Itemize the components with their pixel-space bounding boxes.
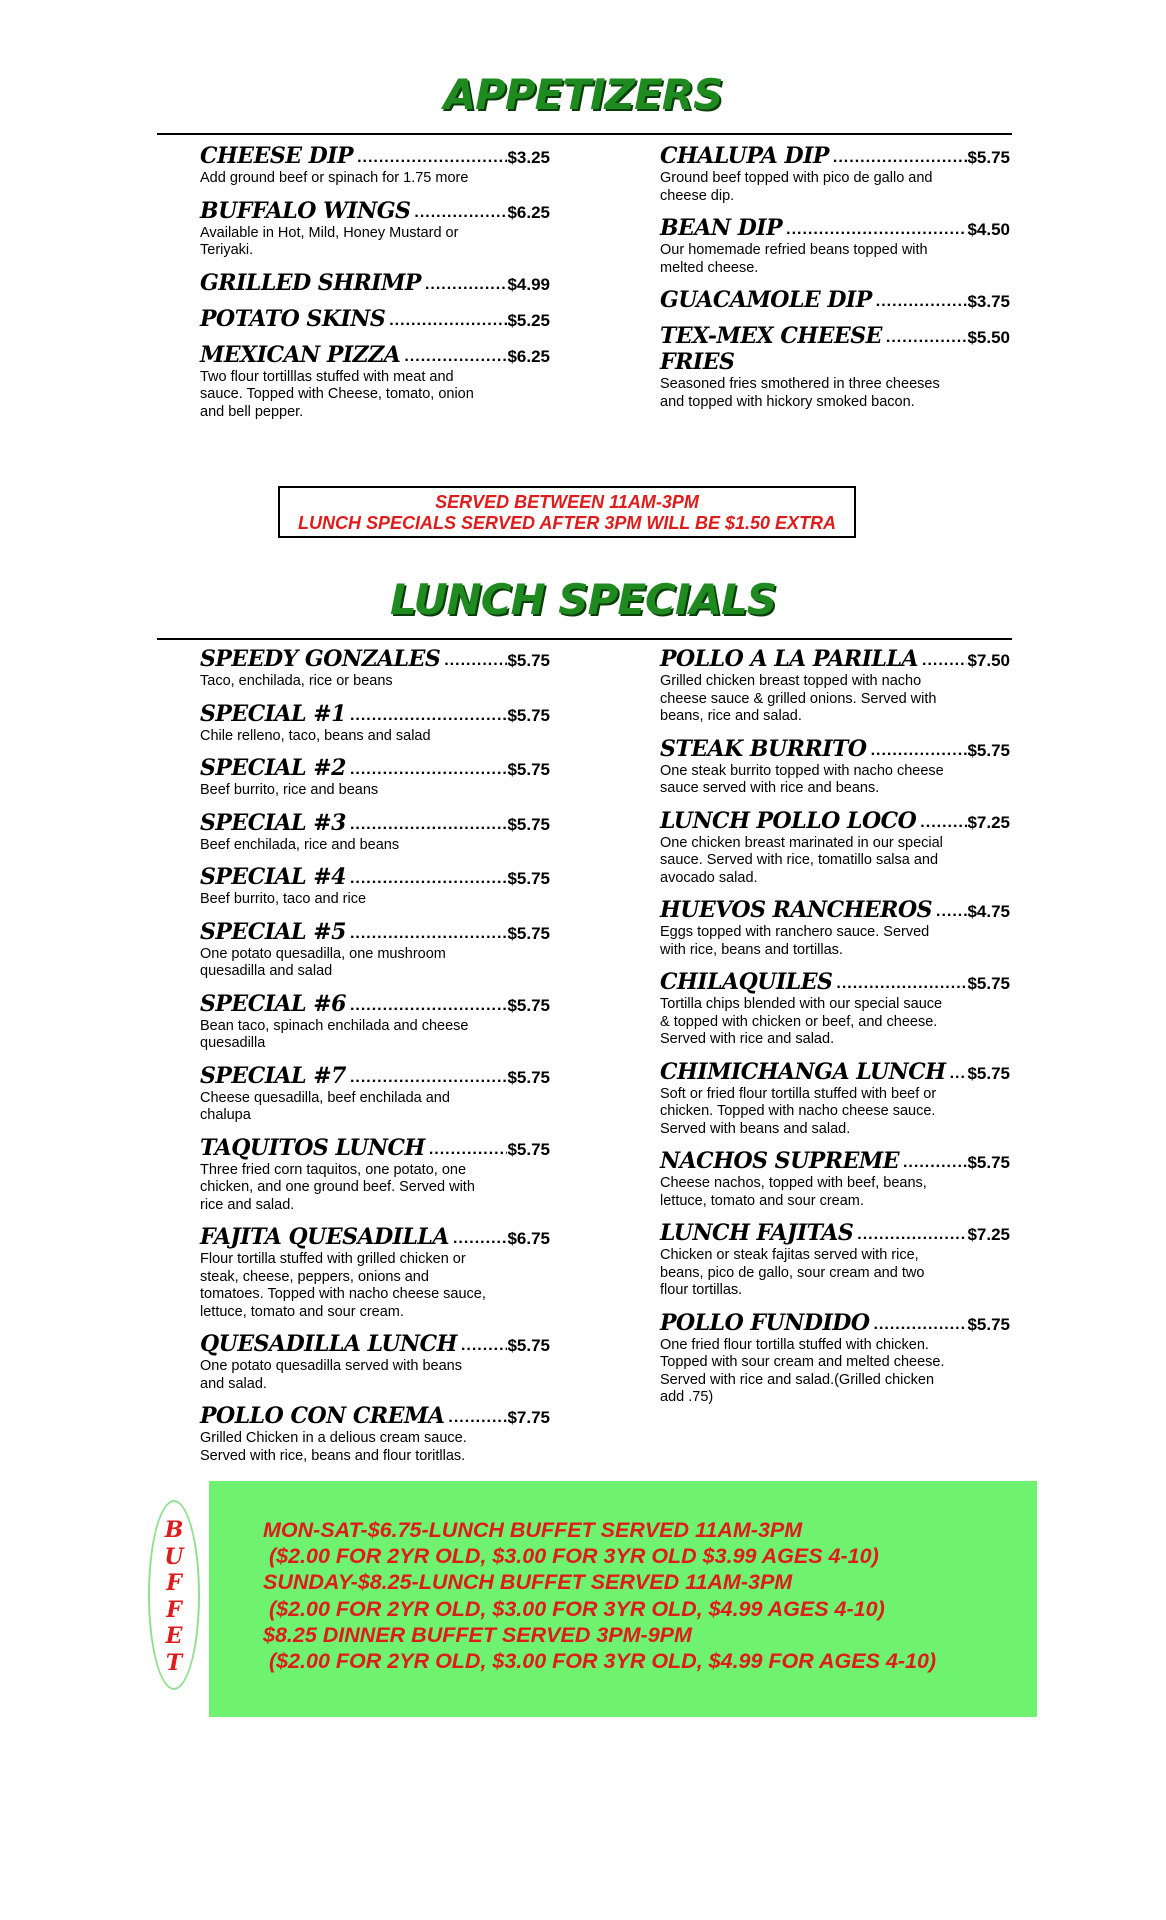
menu-item-header [200,143,550,169]
menu-item-description: Taco, enchilada, rice or beans [200,673,393,689]
dot-leader [346,923,508,945]
dot-leader [782,219,967,241]
menu-item-description: One fried flour tortilla stuffed with chicken. Topped with sour cream and melted cheese. Served with rice and salad.(Grilled chicken add .75) [660,1336,945,1405]
menu-item [660,736,1010,798]
menu-item-description: One potato quesadilla, one mushroom quesadilla and salad [200,945,446,979]
menu-item-name: MEXICAN PIZZA [200,341,401,368]
dot-leader [346,705,508,727]
menu-item-header [660,969,1010,995]
menu-item [660,646,1010,726]
menu-item [660,1059,1010,1139]
dot-leader [882,327,968,349]
menu-item-price: $5.75 [967,974,1010,993]
menu-item-header [200,1063,550,1089]
menu-item-name: CHALUPA DIP [660,143,829,169]
menu-item-price: $5.75 [967,740,1010,760]
menu-item-description: Cheese quesadilla, beef enchilada and chalupa [200,1089,450,1123]
menu-item [200,810,550,855]
menu-item-name: FAJITA QUESADILLA [200,1224,449,1250]
menu-item-description: Available in Hot, Mild, Honey Mustard or Teriyaki. [200,224,459,258]
appetizers-divider [157,133,1012,135]
menu-item [200,864,550,909]
menu-item-price: $5.75 [507,923,550,943]
menu-item [200,270,550,296]
menu-item-price: $3.75 [967,292,1010,311]
menu-item-description: One chicken breast marinated in our special sauce. Served with rice, tomatillo salsa and avocado salad. [660,834,943,886]
menu-item [200,1331,550,1393]
menu-item [200,919,550,981]
menu-item-price: $5.75 [507,995,550,1015]
menu-item-name: POLLO FUNDIDO [660,1309,870,1336]
menu-item-header [660,646,1010,672]
menu-item-price: $7.50 [967,651,1010,670]
menu-item [660,1148,1010,1210]
menu-item-header [200,701,550,727]
menu-item-description: One potato quesadilla served with beans and salad. [200,1358,462,1392]
menu-item [660,287,1010,313]
menu-item-header [660,808,1010,834]
menu-item-header [660,287,1010,313]
menu-item [200,198,550,260]
dot-leader [457,1335,507,1357]
menu-item-description: Cheese nachos, topped with beef, beans, lettuce, tomato and sour cream. [660,1175,927,1209]
dot-leader [932,901,967,923]
menu-item-header [660,1059,1010,1085]
appetizers-right-column [660,143,1010,421]
menu-item-description: Chicken or steak fajitas served with rice, beans, pico de gallo, sour cream and two flour tortillas. [660,1247,925,1298]
menu-item-description: Soft or fried flour tortilla stuffed with beef or chicken. Topped with nacho cheese sauce. Served with beans and salad. [660,1085,937,1137]
menu-item-header [200,810,550,836]
menu-item-price: $6.25 [507,346,550,366]
dot-leader [899,1152,967,1174]
buffet-vertical-label [148,1517,200,1676]
buffet-letter: B [164,1517,184,1543]
buffet-letter: E [165,1623,183,1649]
menu-item-name: SPEEDY GONZALES [200,646,441,672]
menu-item-name: GUACAMOLE DIP [660,287,872,313]
menu-item [200,342,550,422]
menu-item-name: POLLO A LA PARILLA [660,646,918,672]
dot-leader [346,814,508,836]
menu-item-name: CHIMICHANGA LUNCH [660,1058,946,1085]
menu-item-header [200,755,550,781]
dot-leader [918,650,967,672]
menu-item-header [660,1148,1010,1174]
buffet-letter: T [165,1649,183,1676]
menu-item [200,1135,550,1215]
menu-item-header [660,215,1010,241]
dot-leader [440,650,507,672]
menu-item-price: $5.75 [507,760,550,779]
menu-item-description: Tortilla chips blended with our special sauce & topped with chicken or beef, and cheese. Served with rice and salad. [660,996,943,1047]
menu-item [200,306,550,332]
dot-leader [872,291,968,313]
menu-item [200,755,550,800]
menu-item [200,991,550,1053]
menu-item-price: $5.75 [507,705,550,725]
menu-item-name: TEX-MEX CHEESE [660,323,882,349]
buffet-line: ($2.00 FOR 2YR OLD, $3.00 FOR 3YR OLD, $4.99 AGES 4-10) [263,1596,885,1621]
menu-item-name: SPECIAL #1 [200,700,346,727]
menu-item-name-continued: FRIES [660,349,735,375]
menu-item-price: $4.50 [967,220,1010,239]
menu-item-name: CHEESE DIP [200,143,354,169]
menu-item-name: POTATO SKINS [200,305,386,332]
menu-item-description: Beef burrito, rice and beans [200,782,379,798]
menu-item-header [200,270,550,296]
menu-item-name: SPECIAL #6 [200,990,346,1017]
menu-item-header [200,646,550,672]
dot-leader [444,1407,507,1429]
menu-item [660,143,1010,205]
menu-item [660,1220,1010,1300]
dot-leader [410,202,507,224]
menu-item-name: SPECIAL #3 [200,809,346,836]
menu-item-description: Beef enchilada, rice and beans [200,836,400,853]
dot-leader [425,1139,508,1161]
menu-item-description: Bean taco, spinach enchilada and cheese quesadilla [200,1017,469,1051]
dot-leader [346,868,508,890]
appetizers-left-column [200,143,550,431]
menu-item-header [660,143,1010,169]
menu-item-price: $4.99 [507,274,550,294]
menu-item-header [200,1224,550,1250]
menu-item-price: $5.75 [507,814,550,834]
menu-item-price: $3.25 [507,148,550,167]
dot-leader [353,147,507,169]
lunch-right-column [660,646,1010,1417]
menu-item [660,969,1010,1049]
lunch-left-column [200,646,550,1475]
menu-item-header [660,1310,1010,1336]
menu-item-description: Three fried corn taquitos, one potato, one chicken, and one ground beef. Served with rice and salad. [200,1161,475,1213]
menu-item-name: SPECIAL #2 [200,755,346,781]
menu-item-name: LUNCH POLLO LOCO [660,807,917,834]
dot-leader [853,1224,967,1246]
menu-item-header [200,991,550,1017]
menu-item-price: $5.75 [967,1153,1010,1172]
menu-item-description: Grilled Chicken in a delious cream sauce. Served with rice, beans and flour toritllas. [200,1430,467,1464]
menu-item-description: Ground beef topped with pico de gallo and cheese dip. [660,170,933,204]
menu-item-price: $6.75 [507,1229,550,1248]
menu-item [660,897,1010,959]
menu-item-price: $5.75 [507,651,550,670]
menu-item-name: POLLO CON CREMA [200,1403,445,1429]
dot-leader [870,1314,968,1336]
buffet-line: $8.25 DINNER BUFFET SERVED 3PM-9PM [263,1622,692,1647]
menu-item-price: $5.50 [967,328,1010,347]
menu-item-price: $5.75 [967,1314,1010,1334]
menu-item-description: Two flour tortilllas stuffed with meat and sauce. Topped with Cheese, tomato, onion and bell pepper. [200,368,474,420]
menu-item [660,215,1010,277]
menu-item-price: $5.75 [507,1067,550,1087]
dot-leader [421,274,508,296]
menu-item-description: One steak burrito topped with nacho cheese sauce served with rice and beans. [660,762,944,796]
dot-leader [916,812,967,834]
lunch-notice-box [278,486,856,538]
menu-item-price: $5.75 [507,1139,550,1159]
menu-item-name: HUEVOS RANCHEROS [660,897,932,923]
buffet-letter: U [164,1543,184,1570]
buffet-line: ($2.00 FOR 2YR OLD, $3.00 FOR 3YR OLD, $4.99 FOR AGES 4-10) [263,1649,937,1674]
menu-item-header [200,1331,550,1357]
menu-item-price: $6.25 [507,202,550,222]
menu-item-price: $5.25 [507,310,550,330]
menu-item [660,808,1010,888]
menu-item-header [660,323,1010,349]
menu-item-description: Seasoned fries smothered in three cheeses and topped with hickory smoked bacon. [660,376,940,410]
lunch-divider [157,638,1012,640]
menu-item [660,323,1010,411]
menu-item-price: $5.75 [507,869,550,888]
menu-item [200,1403,550,1465]
menu-item-name: LUNCH FAJITAS [660,1220,854,1246]
menu-item-name: BEAN DIP [660,215,783,241]
menu-item-name: SPECIAL #4 [200,864,346,890]
menu-item-header [200,342,550,368]
dot-leader [400,346,507,368]
lunch-specials-title: LUNCH SPECIALS [389,575,776,624]
menu-item-price: $5.75 [507,1336,550,1355]
menu-item [200,1063,550,1125]
dot-leader [829,147,968,169]
menu-item [200,646,550,691]
menu-item-price: $5.75 [967,1063,1010,1083]
dot-leader [832,973,967,995]
menu-item-header [200,1403,550,1429]
menu-item-name: SPECIAL #7 [200,1062,346,1089]
menu-item-price: $7.25 [967,812,1010,832]
menu-item-header [200,864,550,890]
menu-item-header [200,919,550,945]
buffet-info-lines [263,1517,936,1674]
menu-item-description: Grilled chicken breast topped with nacho cheese sauce & grilled onions. Served with beans, rice and salad. [660,673,937,724]
menu-item-description: Add ground beef or spinach for 1.75 more [200,170,469,186]
menu-item-name: TAQUITOS LUNCH [200,1134,425,1161]
menu-item [200,143,550,188]
menu-item [200,701,550,746]
notice-line-1: SERVED BETWEEN 11AM-3PM [435,492,699,512]
menu-item-price: $7.25 [967,1225,1010,1244]
dot-leader [449,1228,508,1250]
notice-line-2: LUNCH SPECIALS SERVED AFTER 3PM WILL BE $1.50 EXTRA [297,513,837,533]
menu-item-header [200,198,550,224]
dot-leader [346,995,508,1017]
appetizers-title: APPETIZERS [443,70,723,119]
menu-item-header [200,306,550,332]
dot-leader [346,759,508,781]
menu-item-description: Flour tortilla stuffed with grilled chicken or steak, cheese, peppers, onions and tomatoes. Topped with nacho cheese sauce, lettuce, tomato and sour cream. [200,1251,486,1320]
menu-item-description: Chile relleno, taco, beans and salad [200,727,431,744]
dot-leader [346,1067,508,1089]
buffet-line: SUNDAY-$8.25-LUNCH BUFFET SERVED 11AM-3PM [263,1570,793,1595]
menu-item-name: NACHOS SUPREME [660,1148,899,1174]
buffet-letter: F [166,1596,182,1623]
menu-item-price: $4.75 [967,902,1010,921]
menu-item-header [200,1135,550,1161]
menu-item [660,1310,1010,1407]
menu-item [200,1224,550,1321]
menu-item-header [660,897,1010,923]
dot-leader [867,740,968,762]
menu-item-header [660,1220,1010,1246]
menu-item-name: QUESADILLA LUNCH [200,1331,457,1357]
menu-item-name: BUFFALO WINGS [200,197,411,224]
buffet-line: MON-SAT-$6.75-LUNCH BUFFET SERVED 11AM-3PM [263,1518,803,1542]
buffet-letter: F [166,1570,182,1596]
menu-item-name: CHILAQUILES [660,969,833,995]
menu-item-description: Eggs topped with ranchero sauce. Served with rice, beans and tortillas. [660,924,930,958]
menu-item-price: $5.75 [967,148,1010,167]
dot-leader [385,310,507,332]
buffet-line: ($2.00 FOR 2YR OLD, $3.00 FOR 3YR OLD $3.99 AGES 4-10) [263,1544,879,1569]
menu-item-header [660,736,1010,762]
menu-item-description: Our homemade refried beans topped with melted cheese. [660,242,928,276]
menu-item-description: Beef burrito, taco and rice [200,891,367,907]
menu-item-name: STEAK BURRITO [660,735,867,762]
menu-item-name: GRILLED SHRIMP [200,269,421,296]
menu-item-name: SPECIAL #5 [200,918,346,945]
dot-leader [946,1063,968,1085]
menu-item-price: $7.75 [507,1408,550,1427]
